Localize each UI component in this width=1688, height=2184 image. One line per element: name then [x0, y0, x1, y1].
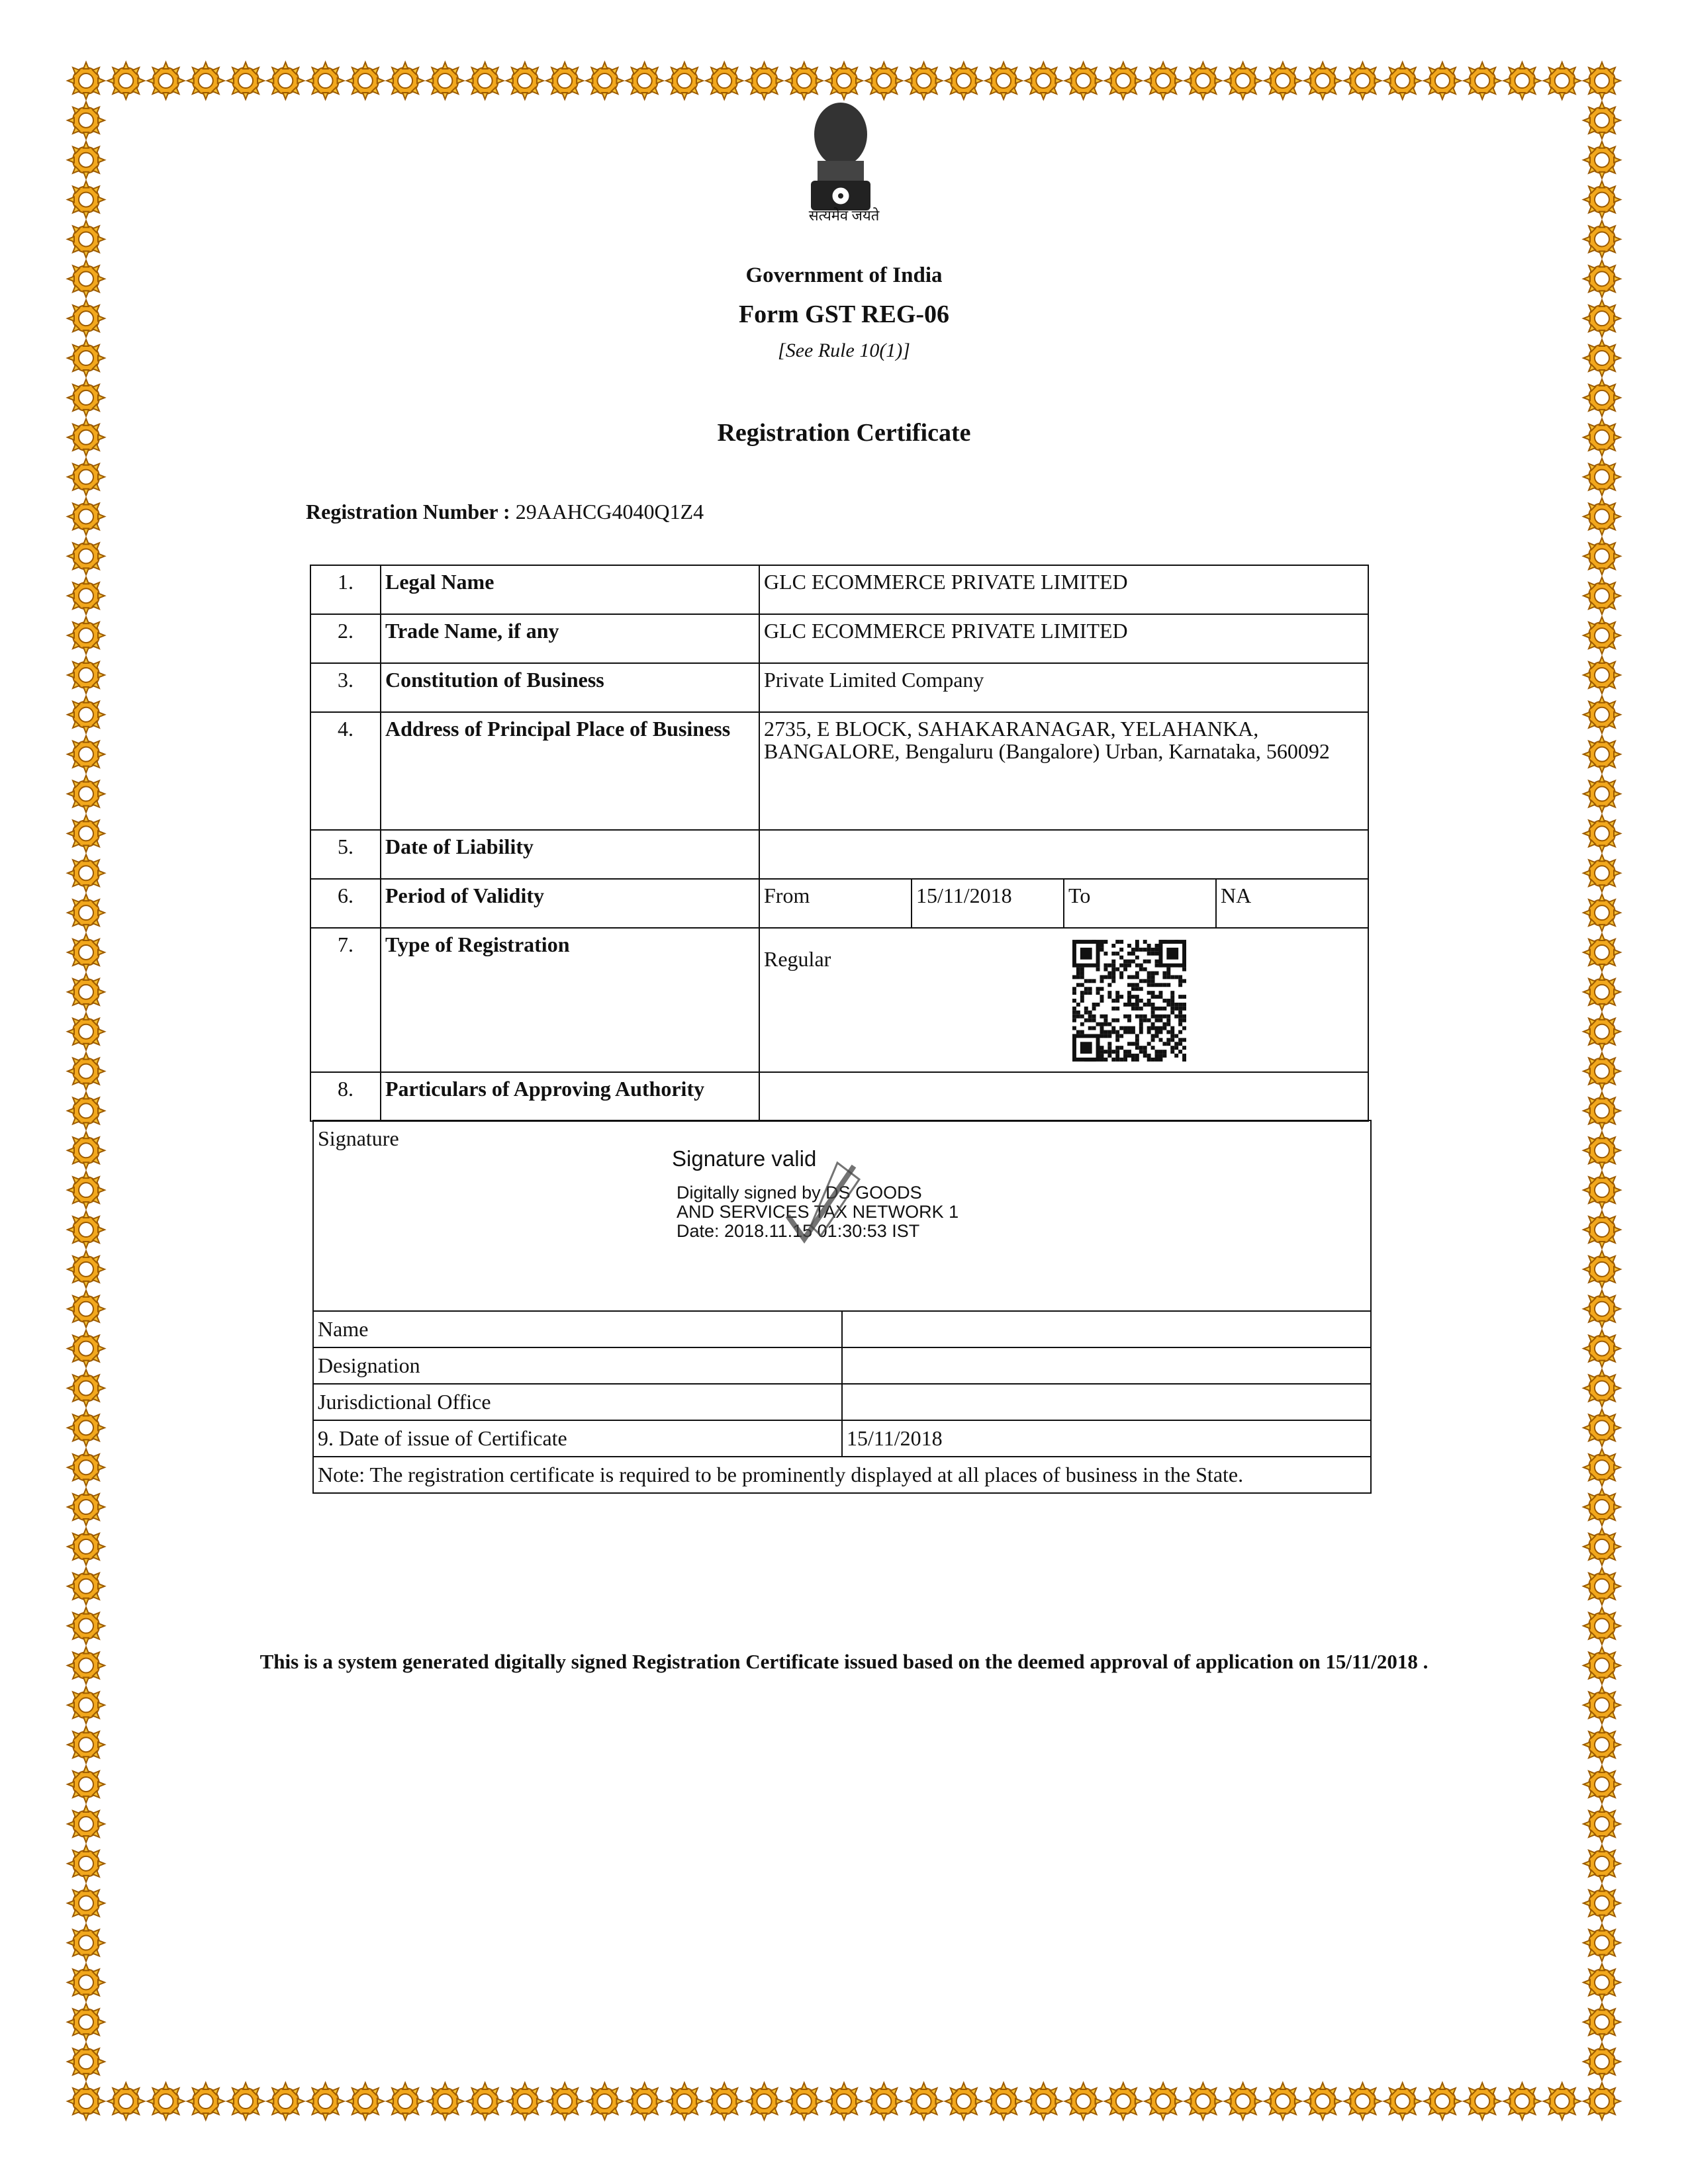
- sun-ornament-icon: [945, 2083, 982, 2120]
- sun-ornament-icon: [1583, 1132, 1620, 1169]
- signature-detail-line: Digitally signed by DS GOODS: [677, 1183, 922, 1203]
- sun-ornament-icon: [68, 2083, 105, 2120]
- sun-ornament-icon: [1583, 1330, 1620, 1367]
- sun-ornament-icon: [347, 2083, 384, 2120]
- sun-ornament-icon: [68, 577, 105, 614]
- sun-ornament-icon: [1344, 2083, 1381, 2120]
- sun-ornament-icon: [68, 1528, 105, 1565]
- display-note: Note: The registration certificate is required to be prominently displayed at all places of business in the State.: [313, 1457, 1371, 1493]
- sun-ornament-icon: [1583, 1805, 1620, 1843]
- sun-ornament-icon: [1105, 2083, 1142, 2120]
- sun-ornament-icon: [745, 2083, 782, 2120]
- sun-ornament-icon: [68, 62, 105, 99]
- sun-ornament-icon: [1583, 1686, 1620, 1723]
- rule-reference: [See Rule 10(1)]: [778, 340, 910, 361]
- sun-ornament-icon: [1583, 854, 1620, 891]
- sun-ornament-icon: [68, 696, 105, 733]
- sun-ornament-icon: [1225, 62, 1262, 99]
- sun-ornament-icon: [68, 894, 105, 931]
- validity-from-date: 15/11/2018: [912, 879, 1064, 928]
- sun-ornament-icon: [1583, 617, 1620, 654]
- sun-ornament-icon: [68, 1013, 105, 1050]
- row-number: 1.: [310, 565, 381, 614]
- sun-ornament-icon: [825, 62, 863, 99]
- row-label: Address of Principal Place of Business: [381, 712, 759, 830]
- sun-ornament-icon: [1105, 62, 1142, 99]
- sun-ornament-icon: [68, 1211, 105, 1248]
- row-number: 4.: [310, 712, 381, 830]
- sun-ornament-icon: [1583, 102, 1620, 139]
- sun-ornament-icon: [1384, 62, 1421, 99]
- sun-ornament-icon: [68, 1132, 105, 1169]
- sun-ornament-icon: [387, 62, 424, 99]
- sun-ornament-icon: [1025, 2083, 1062, 2120]
- validity-to-label: To: [1064, 879, 1216, 928]
- signature-row: [313, 1120, 1371, 1311]
- sun-ornament-icon: [1583, 1766, 1620, 1803]
- sun-ornament-icon: [1464, 62, 1501, 99]
- sun-ornament-icon: [227, 2083, 264, 2120]
- sun-ornament-icon: [1583, 1013, 1620, 1050]
- table-row: [310, 830, 1368, 879]
- sun-ornament-icon: [1583, 1608, 1620, 1645]
- signature-label: Signature: [318, 1126, 399, 1150]
- sun-ornament-icon: [68, 736, 105, 773]
- sun-ornament-icon: [1583, 974, 1620, 1011]
- sun-ornament-icon: [68, 1409, 105, 1446]
- trade-name-value: GLC ECOMMERCE PRIVATE LIMITED: [759, 614, 1368, 663]
- sun-ornament-icon: [68, 1330, 105, 1367]
- sun-ornament-icon: [1583, 1528, 1620, 1565]
- sun-ornament-icon: [68, 1686, 105, 1723]
- sun-ornament-icon: [267, 2083, 304, 2120]
- sun-ornament-icon: [68, 1885, 105, 1922]
- sun-ornament-icon: [906, 62, 943, 99]
- sun-ornament-icon: [1304, 62, 1341, 99]
- sun-ornament-icon: [1464, 2083, 1501, 2120]
- sun-ornament-icon: [1583, 379, 1620, 416]
- system-generated-note: This is a system generated digitally signed Registration Certificate issued based on the deemed approval of application on 15/11/2018 .: [259, 1650, 1429, 1673]
- sun-ornament-icon: [68, 1291, 105, 1328]
- signature-cell: [313, 1120, 1371, 1311]
- sun-ornament-icon: [1184, 2083, 1221, 2120]
- signature-valid-text: Signature valid: [672, 1146, 817, 1171]
- validity-from-label: From: [759, 879, 912, 928]
- issue-date-value: 15/11/2018: [842, 1420, 1371, 1457]
- row-label: Legal Name: [381, 565, 759, 614]
- sun-ornament-icon: [1583, 62, 1620, 99]
- sun-ornament-icon: [1583, 1092, 1620, 1129]
- sun-ornament-icon: [68, 934, 105, 971]
- sun-ornament-icon: [68, 459, 105, 496]
- sun-ornament-icon: [706, 62, 743, 99]
- row-label: Type of Registration: [381, 928, 759, 1072]
- sun-ornament-icon: [1583, 1291, 1620, 1328]
- sun-ornament-icon: [1583, 696, 1620, 733]
- registration-number-line: [306, 500, 704, 524]
- sun-ornament-icon: [1424, 2083, 1461, 2120]
- sun-ornament-icon: [786, 62, 823, 99]
- sun-ornament-icon: [825, 2083, 863, 2120]
- row-label: Trade Name, if any: [381, 614, 759, 663]
- sun-ornament-icon: [68, 776, 105, 813]
- sun-ornament-icon: [1583, 1488, 1620, 1525]
- sun-ornament-icon: [107, 2083, 144, 2120]
- sun-ornament-icon: [586, 62, 623, 99]
- sun-ornament-icon: [1583, 1211, 1620, 1248]
- sun-ornament-icon: [148, 2083, 185, 2120]
- sun-ornament-icon: [1503, 2083, 1540, 2120]
- certificate-title: Registration Certificate: [717, 419, 971, 447]
- sun-ornament-icon: [1065, 2083, 1102, 2120]
- table-row: [310, 663, 1368, 712]
- sun-ornament-icon: [467, 2083, 504, 2120]
- registration-type-cell: [759, 928, 1368, 1072]
- sun-ornament-icon: [1544, 62, 1581, 99]
- sun-ornament-icon: [945, 62, 982, 99]
- row-number: 5.: [310, 830, 381, 879]
- sun-ornament-icon: [1583, 2043, 1620, 2080]
- sun-ornament-icon: [1065, 62, 1102, 99]
- sun-ornament-icon: [1583, 1964, 1620, 2001]
- registration-number-label: Registration Number :: [306, 500, 510, 523]
- table-row: [310, 565, 1368, 614]
- sun-ornament-icon: [1544, 2083, 1581, 2120]
- sun-ornament-icon: [68, 617, 105, 654]
- sun-ornament-icon: [426, 2083, 463, 2120]
- sun-ornament-icon: [107, 62, 144, 99]
- sun-ornament-icon: [1583, 1409, 1620, 1446]
- sun-ornament-icon: [68, 142, 105, 179]
- signature-check-icon: [781, 1160, 861, 1246]
- sun-ornament-icon: [1184, 62, 1221, 99]
- legal-name-value: GLC ECOMMERCE PRIVATE LIMITED: [759, 565, 1368, 614]
- signature-detail-line: AND SERVICES TAX NETWORK 1: [677, 1202, 959, 1222]
- sun-ornament-icon: [546, 62, 583, 99]
- sun-ornament-icon: [666, 2083, 703, 2120]
- row-number: 8.: [310, 1072, 381, 1121]
- sun-ornament-icon: [1344, 62, 1381, 99]
- form-title: Form GST REG-06: [738, 300, 950, 328]
- sun-ornament-icon: [626, 62, 663, 99]
- validity-to-date: NA: [1216, 879, 1368, 928]
- sun-ornament-icon: [68, 1964, 105, 2001]
- sun-ornament-icon: [626, 2083, 663, 2120]
- table-row: [313, 1457, 1371, 1493]
- sun-ornament-icon: [1583, 1845, 1620, 1882]
- sun-ornament-icon: [1583, 2083, 1620, 2120]
- designation-label: Designation: [313, 1347, 842, 1384]
- sun-ornament-icon: [68, 854, 105, 891]
- registration-number-value: 29AAHCG4040Q1Z4: [515, 500, 704, 523]
- sun-ornament-icon: [1583, 1925, 1620, 1962]
- sun-ornament-icon: [1583, 894, 1620, 931]
- row-label: Date of Liability: [381, 830, 759, 879]
- table-row: [310, 928, 1368, 1072]
- sun-ornament-icon: [1583, 1726, 1620, 1763]
- sun-ornament-icon: [68, 1488, 105, 1525]
- sun-ornament-icon: [1583, 736, 1620, 773]
- sun-ornament-icon: [68, 1766, 105, 1803]
- table-row: [310, 614, 1368, 663]
- sun-ornament-icon: [68, 1251, 105, 1288]
- sun-ornament-icon: [506, 62, 543, 99]
- sun-ornament-icon: [1424, 62, 1461, 99]
- sun-ornament-icon: [307, 62, 344, 99]
- sun-ornament-icon: [1583, 776, 1620, 813]
- sun-ornament-icon: [387, 2083, 424, 2120]
- sun-ornament-icon: [1304, 2083, 1341, 2120]
- sun-ornament-icon: [985, 62, 1022, 99]
- sun-ornament-icon: [68, 1369, 105, 1406]
- signature-table: [312, 1120, 1372, 1494]
- sun-ornament-icon: [267, 62, 304, 99]
- sun-ornament-icon: [1583, 459, 1620, 496]
- sun-ornament-icon: [68, 657, 105, 694]
- sun-ornament-icon: [1583, 2003, 1620, 2040]
- sun-ornament-icon: [68, 498, 105, 535]
- sun-ornament-icon: [148, 62, 185, 99]
- sun-ornament-icon: [1583, 1251, 1620, 1288]
- sun-ornament-icon: [546, 2083, 583, 2120]
- sun-ornament-icon: [1583, 537, 1620, 574]
- name-value: [842, 1311, 1371, 1347]
- registration-type-value: Regular: [764, 947, 831, 971]
- sun-ornament-icon: [68, 1608, 105, 1645]
- sun-ornament-icon: [1264, 2083, 1301, 2120]
- sun-ornament-icon: [227, 62, 264, 99]
- sun-ornament-icon: [1145, 62, 1182, 99]
- table-row: [313, 1420, 1371, 1457]
- sun-ornament-icon: [68, 1925, 105, 1962]
- designation-value: [842, 1347, 1371, 1384]
- sun-ornament-icon: [68, 1449, 105, 1486]
- qr-code-icon: [1072, 939, 1186, 1062]
- government-heading: Government of India: [745, 263, 943, 287]
- sun-ornament-icon: [307, 2083, 344, 2120]
- sun-ornament-icon: [68, 1092, 105, 1129]
- sun-ornament-icon: [906, 2083, 943, 2120]
- sun-ornament-icon: [347, 62, 384, 99]
- sun-ornament-icon: [1583, 657, 1620, 694]
- signature-area: [318, 1126, 1366, 1305]
- sun-ornament-icon: [865, 62, 902, 99]
- sun-ornament-icon: [68, 1171, 105, 1208]
- sun-ornament-icon: [187, 2083, 224, 2120]
- row-label: Particulars of Approving Authority: [381, 1072, 759, 1121]
- sun-ornament-icon: [68, 379, 105, 416]
- sun-ornament-icon: [68, 1053, 105, 1090]
- date-of-liability-value: [759, 830, 1368, 879]
- sun-ornament-icon: [68, 2043, 105, 2080]
- table-row: [313, 1384, 1371, 1420]
- sun-ornament-icon: [68, 1568, 105, 1605]
- constitution-value: Private Limited Company: [759, 663, 1368, 712]
- sun-ornament-icon: [68, 1845, 105, 1882]
- row-label: Period of Validity: [381, 879, 759, 928]
- sun-ornament-icon: [1583, 1568, 1620, 1605]
- emblem-motto: सत्यमेव जयते: [808, 207, 880, 224]
- details-table: [310, 565, 1369, 1122]
- sun-ornament-icon: [1264, 62, 1301, 99]
- sun-ornament-icon: [68, 2003, 105, 2040]
- sun-ornament-icon: [1583, 220, 1620, 257]
- sun-ornament-icon: [68, 974, 105, 1011]
- sun-ornament-icon: [586, 2083, 623, 2120]
- address-value: 2735, E BLOCK, SAHAKARANAGAR, YELAHANKA, BANGALORE, Bengaluru (Bangalore) Urban, Karnataka, 560092: [759, 712, 1368, 830]
- sun-ornament-icon: [187, 62, 224, 99]
- table-row: [310, 1072, 1368, 1121]
- sun-ornament-icon: [1583, 1449, 1620, 1486]
- sun-ornament-icon: [68, 1805, 105, 1843]
- table-row: [313, 1311, 1371, 1347]
- sun-ornament-icon: [68, 220, 105, 257]
- row-number: 6.: [310, 879, 381, 928]
- sun-ornament-icon: [1225, 2083, 1262, 2120]
- sun-ornament-icon: [666, 62, 703, 99]
- sun-ornament-icon: [745, 62, 782, 99]
- sun-ornament-icon: [706, 2083, 743, 2120]
- sun-ornament-icon: [68, 537, 105, 574]
- sun-ornament-icon: [985, 2083, 1022, 2120]
- row-number: 2.: [310, 614, 381, 663]
- sun-ornament-icon: [865, 2083, 902, 2120]
- sun-ornament-icon: [1583, 142, 1620, 179]
- sun-ornament-icon: [1583, 934, 1620, 971]
- table-row: [310, 879, 1368, 928]
- row-number: 7.: [310, 928, 381, 1072]
- table-row: [313, 1347, 1371, 1384]
- sun-ornament-icon: [426, 62, 463, 99]
- row-label: Constitution of Business: [381, 663, 759, 712]
- name-label: Name: [313, 1311, 842, 1347]
- approving-authority-value: [759, 1072, 1368, 1121]
- sun-ornament-icon: [68, 102, 105, 139]
- sun-ornament-icon: [68, 815, 105, 852]
- sun-ornament-icon: [1583, 498, 1620, 535]
- sun-ornament-icon: [1583, 815, 1620, 852]
- sun-ornament-icon: [68, 1726, 105, 1763]
- sun-ornament-icon: [506, 2083, 543, 2120]
- sun-ornament-icon: [1384, 2083, 1421, 2120]
- sun-ornament-icon: [467, 62, 504, 99]
- sun-ornament-icon: [1583, 1369, 1620, 1406]
- sun-ornament-icon: [1583, 1171, 1620, 1208]
- sun-ornament-icon: [1025, 62, 1062, 99]
- row-number: 3.: [310, 663, 381, 712]
- sun-ornament-icon: [1583, 1053, 1620, 1090]
- sun-ornament-icon: [786, 2083, 823, 2120]
- sun-ornament-icon: [1145, 2083, 1182, 2120]
- sun-ornament-icon: [1583, 1885, 1620, 1922]
- sun-ornament-icon: [1503, 62, 1540, 99]
- signature-detail-line: Date: 2018.11.15 01:30:53 IST: [677, 1221, 920, 1241]
- sun-ornament-icon: [1583, 577, 1620, 614]
- jurisdictional-office-value: [842, 1384, 1371, 1420]
- table-row: [310, 712, 1368, 830]
- jurisdictional-office-label: Jurisdictional Office: [313, 1384, 842, 1420]
- issue-date-label: 9. Date of issue of Certificate: [313, 1420, 842, 1457]
